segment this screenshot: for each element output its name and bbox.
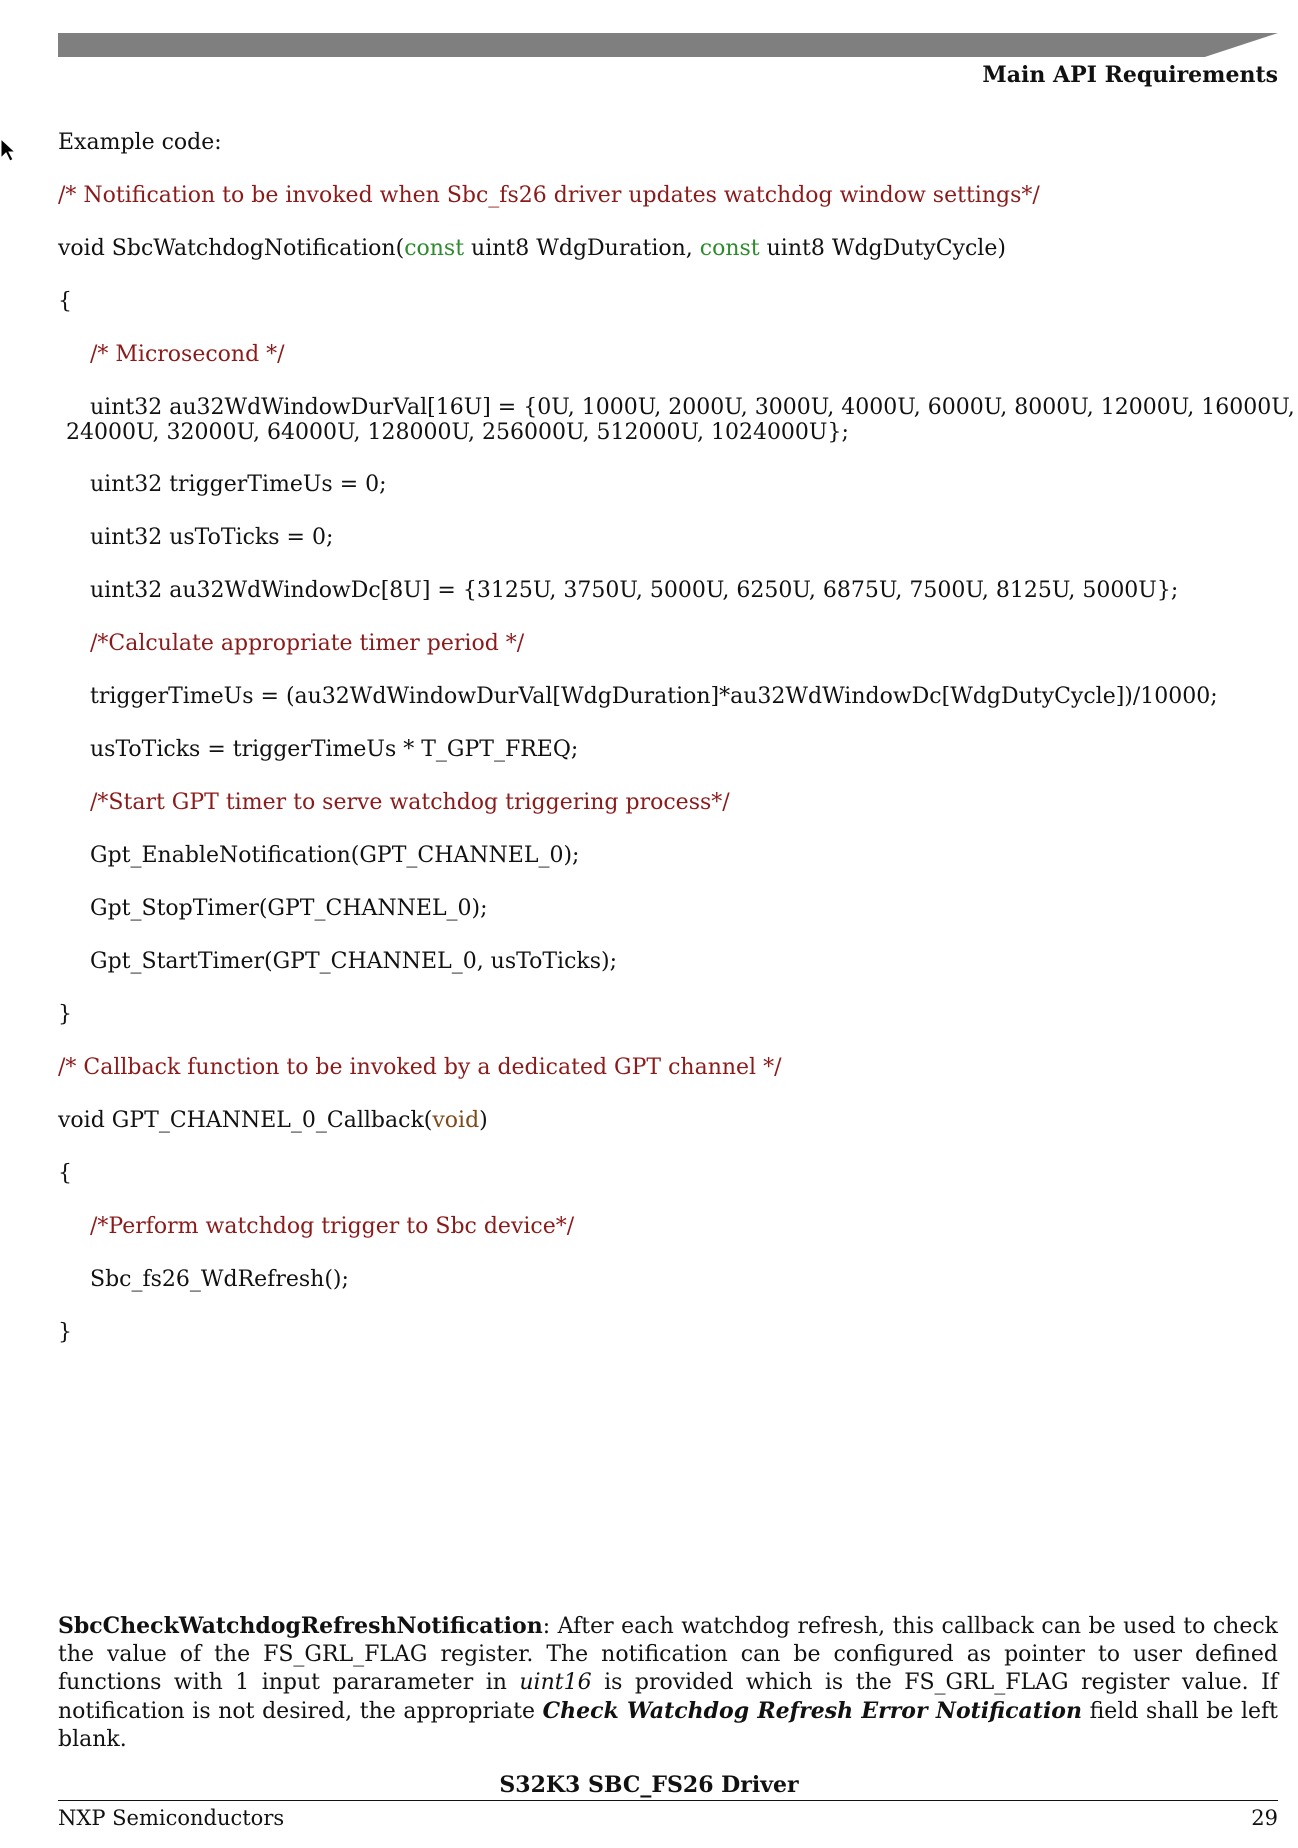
code-comment: /*Perform watchdog trigger to Sbc device*/ xyxy=(90,1214,575,1239)
code-line: uint32 au32WdWindowDurVal[16U] = {0U, 1000U, 2000U, 3000U, 4000U, 6000U, 8000U, 12000U, 16000U, xyxy=(90,395,1295,420)
code-line: 24000U, 32000U, 64000U, 128000U, 256000U, 512000U, 1024000U}; xyxy=(66,420,849,445)
page-number: 29 xyxy=(1251,1806,1278,1830)
code-line: Sbc_fs26_WdRefresh(); xyxy=(90,1267,349,1292)
code-line: uint32 au32WdWindowDc[8U] = {3125U, 3750U, 5000U, 6250U, 6875U, 7500U, 8125U, 5000U}; xyxy=(90,578,1179,603)
code-brace-close: } xyxy=(58,1320,72,1345)
code-line: Gpt_StopTimer(GPT_CHANNEL_0); xyxy=(90,896,488,921)
code-line: uint32 usToTicks = 0; xyxy=(90,525,334,550)
code-function-signature: void SbcWatchdogNotification(const uint8 WdgDuration, const uint8 WdgDutyCycle) xyxy=(58,236,1006,261)
code-brace-open: { xyxy=(58,1161,72,1186)
example-code-label: Example code: xyxy=(58,130,222,155)
code-line: uint32 triggerTimeUs = 0; xyxy=(90,472,387,497)
code-comment: /* Microsecond */ xyxy=(90,342,285,367)
code-function-signature: void GPT_CHANNEL_0_Callback(void) xyxy=(58,1108,488,1133)
footer-company: NXP Semiconductors xyxy=(58,1806,285,1830)
code-line: Gpt_StartTimer(GPT_CHANNEL_0, usToTicks); xyxy=(90,949,618,974)
code-line: usToTicks = triggerTimeUs * T_GPT_FREQ; xyxy=(90,737,579,762)
code-line: Gpt_EnableNotification(GPT_CHANNEL_0); xyxy=(90,843,580,868)
code-comment: /* Notification to be invoked when Sbc_fs26 driver updates watchdog window settings*/ xyxy=(58,183,1040,208)
code-brace-close: } xyxy=(58,1002,72,1027)
code-brace-open: { xyxy=(58,289,72,314)
header-bar xyxy=(58,33,1278,57)
code-comment: /*Calculate appropriate timer period */ xyxy=(90,631,525,656)
page-header-title: Main API Requirements xyxy=(982,62,1278,88)
description-paragraph: SbcCheckWatchdogRefreshNotification: After each watchdog refresh, this callback can be used to check the value of the FS_GRL_FLAG register. The notification can be configured as pointer to user defined functions with 1 input pararameter in uint16 is provided which is the FS_GRL_FLAG register value. If notification is not desired, the appropriate Check Watchdog Refresh Error Notification field shall be left blank. xyxy=(58,1613,1279,1752)
mouse-pointer-icon xyxy=(0,138,16,162)
footer-divider xyxy=(58,1800,1278,1801)
footer-document-title: S32K3 SBC_FS26 Driver xyxy=(499,1772,799,1798)
code-comment: /* Callback function to be invoked by a dedicated GPT channel */ xyxy=(58,1055,782,1080)
code-line: triggerTimeUs = (au32WdWindowDurVal[WdgDuration]*au32WdWindowDc[WdgDutyCycle])/10000; xyxy=(90,684,1218,709)
code-comment: /*Start GPT timer to serve watchdog triggering process*/ xyxy=(90,790,730,815)
